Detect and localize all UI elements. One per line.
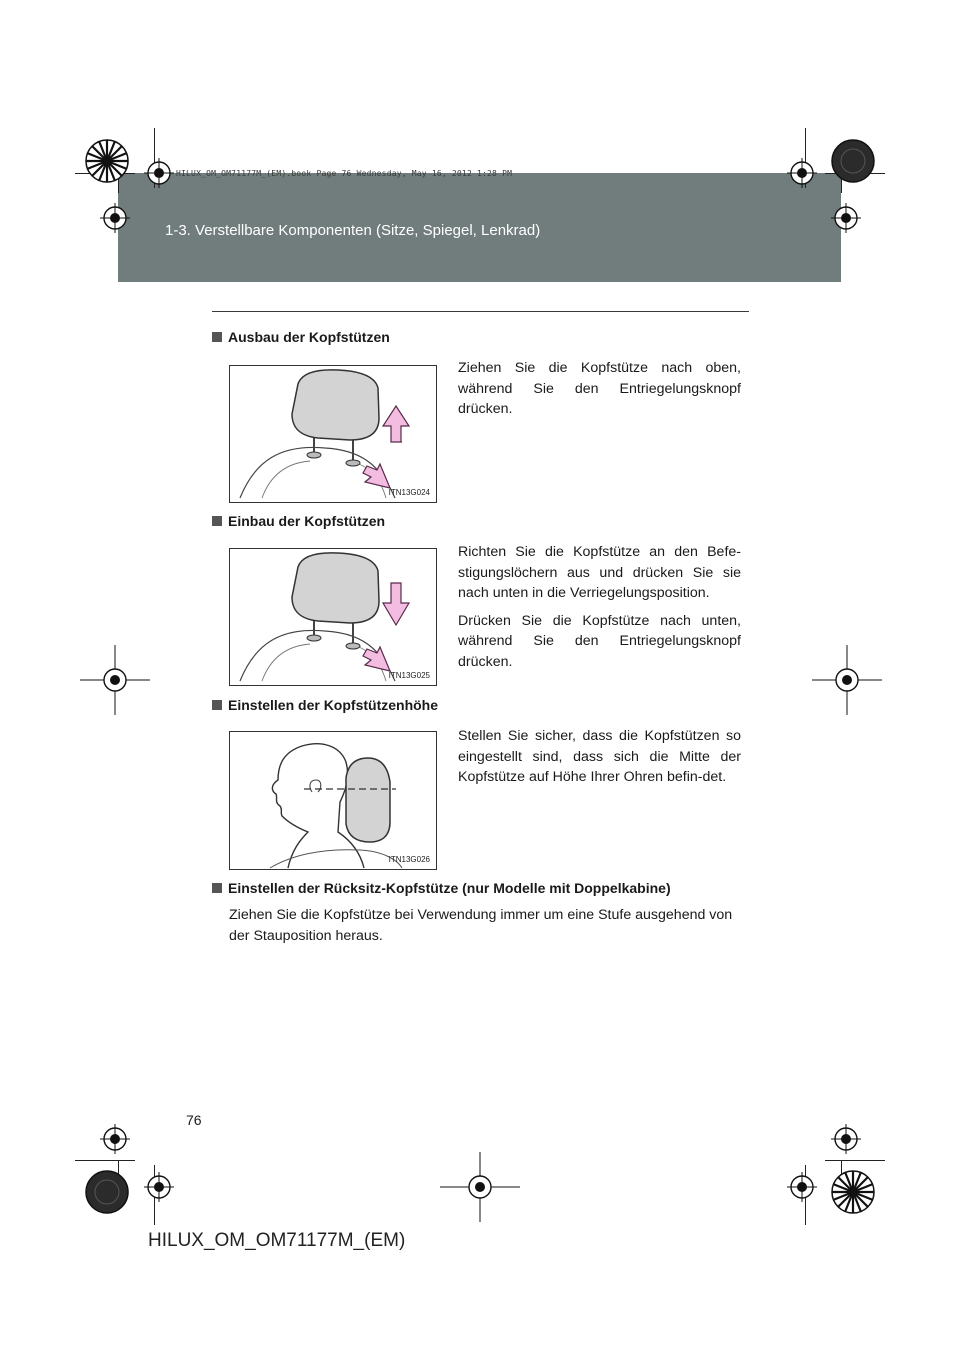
head-profile-illustration — [230, 732, 436, 869]
headrest-down-illustration — [230, 549, 436, 685]
heading-text: Einstellen der Kopfstützenhöhe — [228, 697, 439, 713]
paragraph-einstellen-hoehe — [458, 726, 741, 795]
headrest-up-illustration — [230, 366, 436, 502]
figure-code: ITN13G024 — [388, 488, 430, 497]
crop-line — [75, 1160, 135, 1161]
crosshair-target-icon — [80, 645, 150, 715]
crosshair-target-icon — [787, 1172, 817, 1202]
figure-code: ITN13G026 — [388, 855, 430, 864]
paragraph-text: Stellen Sie sicher, dass die Kopfstützen so eingestellt sind, dass sich die Mitte der Kopfstütze auf Höhe Ihrer Ohren befin-det. — [458, 728, 741, 785]
bullet-square-icon — [212, 516, 222, 526]
bullet-square-icon — [212, 332, 222, 342]
figure-code: ITN13G025 — [388, 671, 430, 680]
crosshair-target-icon — [787, 158, 817, 188]
crosshair-target-icon — [144, 1172, 174, 1202]
heading-text: Einstellen der Rücksitz-Kopfstütze (nur Modelle mit Doppelkabine) — [228, 880, 671, 896]
book-info-stamp: HILUX_OM_OM71177M_(EM).book Page 76 Wednesday, May 16, 2012 1:28 PM — [176, 169, 513, 178]
section-title: 1-3. Verstellbare Komponenten (Sitze, Spiegel, Lenkrad) — [165, 222, 541, 239]
crosshair-target-icon — [831, 1124, 861, 1154]
crosshair-target-icon — [440, 1152, 520, 1222]
heading-einstellen-hoehe — [212, 697, 438, 713]
figure-headrest-height — [229, 731, 437, 870]
heading-einbau — [212, 513, 385, 529]
crosshair-target-icon — [812, 645, 882, 715]
crosshair-target-icon — [100, 1124, 130, 1154]
figure-headrest-install — [229, 548, 437, 686]
heading-text: Einbau der Kopfstützen — [228, 513, 386, 529]
paragraph-ausbau — [458, 358, 741, 427]
paragraph-text: Richten Sie die Kopfstütze an den Befe-stigungslöchern aus und drücken Sie sie nach unten in die Verriegelungsposition. — [458, 544, 741, 601]
registration-starburst-icon — [83, 137, 131, 185]
registration-dark-circle-icon — [829, 137, 877, 185]
bullet-square-icon — [212, 883, 222, 893]
document-code: HILUX_OM_OM71177M_(EM) — [148, 1230, 406, 1251]
paragraph-text: Drücken Sie die Kopfstütze nach unten, während Sie den Entriegelungsknopf drücken. — [458, 612, 741, 670]
paragraph-text: Ziehen Sie die Kopfstütze nach oben, während Sie den Entriegelungsknopf drücken. — [458, 360, 741, 417]
crosshair-target-icon — [100, 203, 130, 233]
paragraph-einbau — [458, 542, 741, 679]
registration-dark-circle-icon — [83, 1168, 131, 1216]
paragraph-ruecksitz: Ziehen Sie die Kopfstütze bei Verwendung immer um eine Stufe ausgehend von der Stauposition heraus. — [229, 907, 733, 944]
registration-starburst-icon — [829, 1168, 877, 1216]
crop-line — [825, 1160, 885, 1161]
figure-headrest-removal — [229, 365, 437, 503]
crosshair-target-icon — [831, 203, 861, 233]
crosshair-target-icon — [144, 158, 174, 188]
heading-ruecksitz — [212, 880, 671, 896]
bullet-square-icon — [212, 700, 222, 710]
page-number: 76 — [186, 1112, 202, 1128]
heading-text: Ausbau der Kopfstützen — [228, 329, 390, 345]
header-rule — [212, 311, 749, 312]
heading-ausbau — [212, 329, 390, 345]
